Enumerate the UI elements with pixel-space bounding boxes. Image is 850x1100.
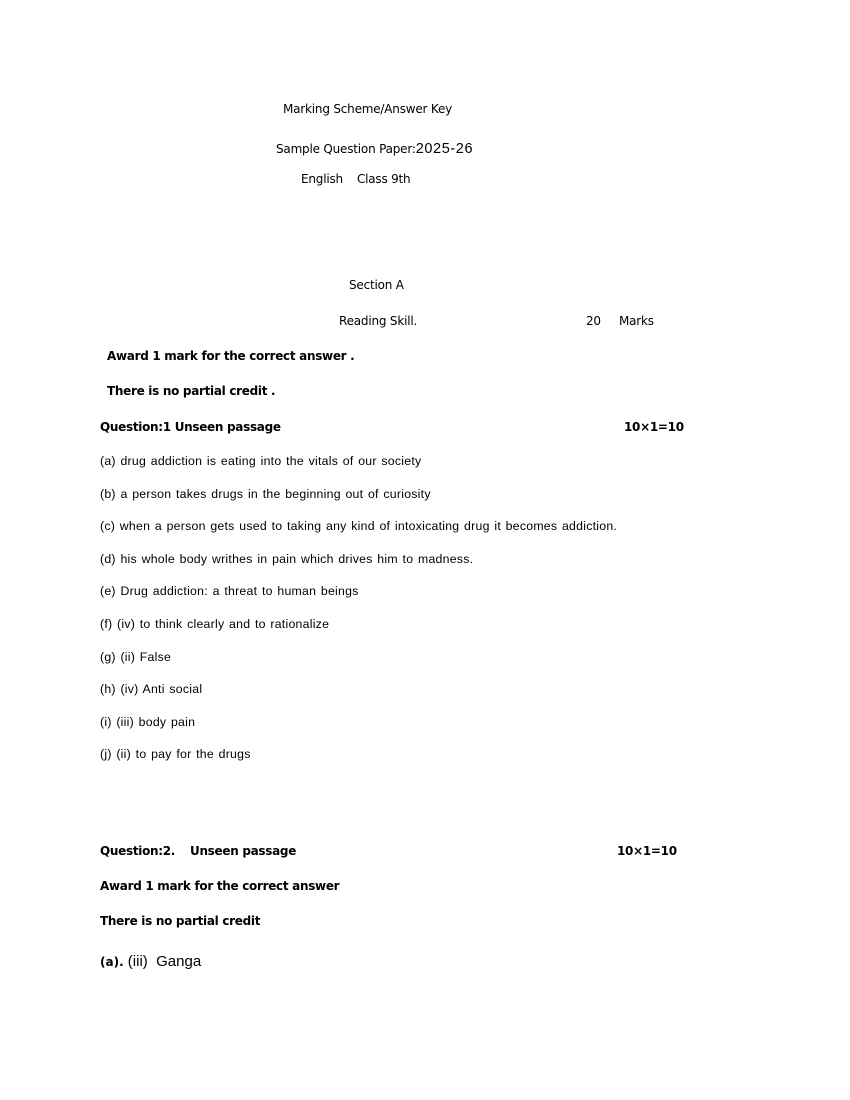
answer-item: (e) Drug addiction: a threat to human beings — [100, 584, 359, 598]
class: Class 9th — [356, 172, 411, 186]
question-2-marks: 10×1=10 — [617, 844, 677, 858]
document-title: Marking Scheme/Answer Key — [283, 102, 453, 116]
section-marks-value: 20 — [586, 314, 601, 328]
paper-year: 2025-26 — [415, 141, 474, 157]
subject-class-line — [301, 172, 410, 186]
answer-item: (h) (iv) Anti social — [100, 682, 203, 696]
instruction-credit: There is no partial credit . — [107, 384, 276, 398]
answer-item: (c) when a person gets used to taking any kind of intoxicating drug it becomes addiction. — [100, 519, 618, 533]
question-2-answer-a — [100, 953, 201, 970]
section-marks-label: Marks — [619, 314, 654, 328]
answer-prefix: (a). — [100, 955, 124, 969]
answer-item: (j) (ii) to pay for the drugs — [100, 747, 251, 761]
question-2-title: Unseen passage — [190, 844, 297, 858]
question-1-label: Question:1 Unseen passage — [100, 420, 281, 434]
question-1-marks: 10×1=10 — [624, 420, 684, 434]
instruction-award: Award 1 mark for the correct answer . — [107, 349, 355, 363]
subject: English — [301, 172, 343, 186]
answer-item: (g) (ii) False — [100, 650, 172, 664]
answer-item: (d) his whole body writhes in pain which drives him to madness. — [100, 552, 474, 566]
section-title: Section A — [349, 278, 404, 292]
answer-item: (b) a person takes drugs in the beginning out of curiosity — [100, 487, 431, 501]
paper-line — [276, 140, 473, 158]
question-2-instruction-award: Award 1 mark for the correct answer — [100, 879, 340, 893]
answer-item: (a) drug addiction is eating into the vitals of our society — [100, 454, 422, 468]
answer-item: (i) (iii) body pain — [100, 715, 196, 729]
section-skill: Reading Skill. — [339, 314, 418, 328]
paper-label: Sample Question Paper: — [276, 142, 416, 156]
question-2-instruction-credit: There is no partial credit — [100, 914, 261, 928]
answer-item: (f) (iv) to think clearly and to rationalize — [100, 617, 330, 631]
question-2-label: Question:2. — [100, 844, 176, 858]
answer-text: (iii) Ganga — [127, 953, 202, 970]
